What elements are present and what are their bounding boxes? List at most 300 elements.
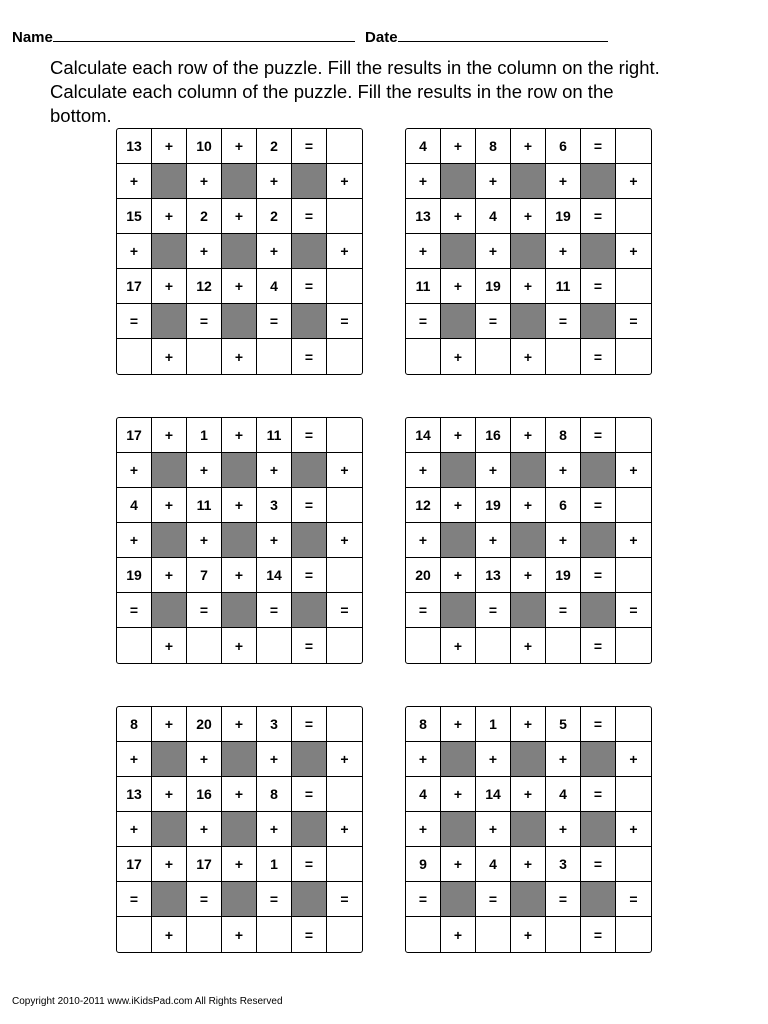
shaded-cell <box>152 523 187 558</box>
number-cell: 4 <box>546 777 581 812</box>
equals-sign: = <box>292 418 327 453</box>
column-answer-cell[interactable] <box>187 339 222 374</box>
number-cell: 2 <box>257 129 292 164</box>
column-answer-cell[interactable] <box>117 917 152 952</box>
plus-sign: + <box>117 164 152 199</box>
equals-sign: = <box>581 488 616 523</box>
shaded-cell <box>292 304 327 339</box>
plus-sign: + <box>406 812 441 847</box>
number-cell: 1 <box>257 847 292 882</box>
plus-sign: + <box>511 628 546 663</box>
plus-sign: + <box>152 269 187 304</box>
equals-sign: = <box>187 593 222 628</box>
shaded-cell <box>222 742 257 777</box>
column-answer-cell[interactable] <box>546 917 581 952</box>
number-cell: 17 <box>117 418 152 453</box>
equals-sign: = <box>292 269 327 304</box>
date-blank[interactable] <box>398 26 608 42</box>
number-cell: 19 <box>546 199 581 234</box>
plus-sign: + <box>511 129 546 164</box>
plus-sign: + <box>441 129 476 164</box>
number-cell: 16 <box>187 777 222 812</box>
plus-sign: + <box>327 234 362 269</box>
number-cell: 7 <box>187 558 222 593</box>
number-cell: 12 <box>187 269 222 304</box>
row-answer-cell[interactable] <box>327 418 362 453</box>
plus-sign: + <box>327 453 362 488</box>
plus-sign: + <box>406 742 441 777</box>
shaded-cell <box>292 742 327 777</box>
plus-sign: + <box>117 812 152 847</box>
row-answer-cell[interactable] <box>616 707 651 742</box>
column-answer-cell[interactable] <box>476 628 511 663</box>
number-cell: 13 <box>476 558 511 593</box>
equals-sign: = <box>581 777 616 812</box>
equals-sign: = <box>257 593 292 628</box>
equals-sign: = <box>187 304 222 339</box>
plus-sign: + <box>152 847 187 882</box>
shaded-cell <box>441 164 476 199</box>
column-answer-cell[interactable] <box>117 339 152 374</box>
number-cell: 19 <box>117 558 152 593</box>
equals-sign: = <box>581 558 616 593</box>
shaded-cell <box>441 304 476 339</box>
plus-sign: + <box>152 129 187 164</box>
shaded-cell <box>152 882 187 917</box>
shaded-cell <box>292 882 327 917</box>
plus-sign: + <box>511 777 546 812</box>
plus-sign: + <box>257 164 292 199</box>
shaded-cell <box>511 812 546 847</box>
equals-sign: = <box>117 593 152 628</box>
number-cell: 8 <box>257 777 292 812</box>
plus-sign: + <box>222 129 257 164</box>
plus-sign: + <box>616 164 651 199</box>
number-cell: 11 <box>546 269 581 304</box>
shaded-cell <box>292 234 327 269</box>
number-cell: 4 <box>476 199 511 234</box>
equals-sign: = <box>476 593 511 628</box>
number-cell: 6 <box>546 488 581 523</box>
equals-sign: = <box>546 593 581 628</box>
number-cell: 8 <box>117 707 152 742</box>
number-cell: 11 <box>406 269 441 304</box>
plus-sign: + <box>476 164 511 199</box>
number-cell: 20 <box>406 558 441 593</box>
puzzle-grid-4 <box>405 417 652 664</box>
plus-sign: + <box>441 488 476 523</box>
plus-sign: + <box>222 269 257 304</box>
plus-sign: + <box>441 269 476 304</box>
shaded-cell <box>441 812 476 847</box>
shaded-cell <box>222 523 257 558</box>
shaded-cell <box>152 304 187 339</box>
equals-sign: = <box>327 304 362 339</box>
shaded-cell <box>152 164 187 199</box>
plus-sign: + <box>117 523 152 558</box>
plus-sign: + <box>152 917 187 952</box>
shaded-cell <box>152 593 187 628</box>
plus-sign: + <box>441 558 476 593</box>
number-cell: 4 <box>476 847 511 882</box>
number-cell: 14 <box>406 418 441 453</box>
shaded-cell <box>581 164 616 199</box>
equals-sign: = <box>581 917 616 952</box>
shaded-cell <box>511 453 546 488</box>
shaded-cell <box>152 234 187 269</box>
row-answer-cell[interactable] <box>616 418 651 453</box>
number-cell: 17 <box>187 847 222 882</box>
equals-sign: = <box>187 882 222 917</box>
shaded-cell <box>511 593 546 628</box>
equals-sign: = <box>117 304 152 339</box>
plus-sign: + <box>222 777 257 812</box>
number-cell: 1 <box>476 707 511 742</box>
number-cell: 2 <box>187 199 222 234</box>
number-cell: 17 <box>117 269 152 304</box>
equals-sign: = <box>616 882 651 917</box>
column-answer-cell[interactable] <box>257 628 292 663</box>
plus-sign: + <box>222 917 257 952</box>
shaded-cell <box>511 742 546 777</box>
plus-sign: + <box>441 847 476 882</box>
plus-sign: + <box>511 847 546 882</box>
shaded-cell <box>581 453 616 488</box>
plus-sign: + <box>476 523 511 558</box>
row-answer-cell[interactable] <box>327 129 362 164</box>
plus-sign: + <box>441 418 476 453</box>
plus-sign: + <box>327 164 362 199</box>
shaded-cell <box>222 164 257 199</box>
plus-sign: + <box>406 453 441 488</box>
number-cell: 2 <box>257 199 292 234</box>
plus-sign: + <box>511 917 546 952</box>
column-answer-cell[interactable] <box>476 339 511 374</box>
shaded-cell <box>152 453 187 488</box>
shaded-cell <box>152 742 187 777</box>
plus-sign: + <box>152 418 187 453</box>
column-answer-cell[interactable] <box>406 339 441 374</box>
number-cell: 19 <box>476 269 511 304</box>
number-cell: 17 <box>117 847 152 882</box>
puzzle-grid-1 <box>116 128 363 375</box>
shaded-cell <box>292 164 327 199</box>
plus-sign: + <box>152 199 187 234</box>
number-cell: 3 <box>257 488 292 523</box>
plus-sign: + <box>222 707 257 742</box>
shaded-cell <box>581 882 616 917</box>
number-cell: 19 <box>476 488 511 523</box>
number-cell: 13 <box>117 129 152 164</box>
plus-sign: + <box>222 339 257 374</box>
instructions-text: Calculate each row of the puzzle. Fill the results in the column on the right. Calculate each column of the puzzle. Fill the results in the row on the bottom. <box>50 57 660 126</box>
equals-sign: = <box>616 593 651 628</box>
equals-sign: = <box>476 304 511 339</box>
plus-sign: + <box>616 453 651 488</box>
equals-sign: = <box>546 882 581 917</box>
plus-sign: + <box>117 234 152 269</box>
row-answer-cell[interactable] <box>327 199 362 234</box>
equals-sign: = <box>292 628 327 663</box>
plus-sign: + <box>152 628 187 663</box>
plus-sign: + <box>152 707 187 742</box>
plus-sign: + <box>511 339 546 374</box>
plus-sign: + <box>257 742 292 777</box>
row-answer-cell[interactable] <box>616 269 651 304</box>
column-answer-cell[interactable] <box>187 917 222 952</box>
column-answer-cell[interactable] <box>327 917 362 952</box>
plus-sign: + <box>257 812 292 847</box>
number-cell: 10 <box>187 129 222 164</box>
puzzle-grid-5 <box>116 706 363 953</box>
equals-sign: = <box>292 917 327 952</box>
equals-sign: = <box>257 304 292 339</box>
number-cell: 4 <box>257 269 292 304</box>
plus-sign: + <box>222 488 257 523</box>
equals-sign: = <box>406 304 441 339</box>
plus-sign: + <box>441 339 476 374</box>
plus-sign: + <box>152 558 187 593</box>
equals-sign: = <box>327 882 362 917</box>
shaded-cell <box>511 234 546 269</box>
date-label: Date <box>365 29 398 46</box>
number-cell: 9 <box>406 847 441 882</box>
shaded-cell <box>581 593 616 628</box>
number-cell: 14 <box>257 558 292 593</box>
equals-sign: = <box>292 199 327 234</box>
number-cell: 13 <box>406 199 441 234</box>
shaded-cell <box>441 453 476 488</box>
plus-sign: + <box>257 523 292 558</box>
number-cell: 4 <box>406 129 441 164</box>
plus-sign: + <box>511 558 546 593</box>
equals-sign: = <box>581 707 616 742</box>
plus-sign: + <box>187 523 222 558</box>
puzzle-grid-2 <box>405 128 652 375</box>
plus-sign: + <box>222 847 257 882</box>
shaded-cell <box>292 523 327 558</box>
plus-sign: + <box>327 742 362 777</box>
name-date-line <box>12 26 614 46</box>
shaded-cell <box>292 593 327 628</box>
plus-sign: + <box>152 339 187 374</box>
number-cell: 16 <box>476 418 511 453</box>
column-answer-cell[interactable] <box>476 917 511 952</box>
plus-sign: + <box>546 742 581 777</box>
row-answer-cell[interactable] <box>327 488 362 523</box>
plus-sign: + <box>222 418 257 453</box>
plus-sign: + <box>441 707 476 742</box>
equals-sign: = <box>292 129 327 164</box>
plus-sign: + <box>152 488 187 523</box>
row-answer-cell[interactable] <box>327 707 362 742</box>
plus-sign: + <box>511 488 546 523</box>
equals-sign: = <box>581 199 616 234</box>
plus-sign: + <box>546 234 581 269</box>
plus-sign: + <box>476 742 511 777</box>
column-answer-cell[interactable] <box>327 628 362 663</box>
equals-sign: = <box>546 304 581 339</box>
equals-sign: = <box>292 488 327 523</box>
equals-sign: = <box>581 269 616 304</box>
row-answer-cell[interactable] <box>327 269 362 304</box>
number-cell: 4 <box>406 777 441 812</box>
plus-sign: + <box>406 523 441 558</box>
plus-sign: + <box>441 917 476 952</box>
column-answer-cell[interactable] <box>117 628 152 663</box>
plus-sign: + <box>187 234 222 269</box>
equals-sign: = <box>581 339 616 374</box>
row-answer-cell[interactable] <box>616 129 651 164</box>
number-cell: 8 <box>406 707 441 742</box>
puzzle-grid-6 <box>405 706 652 953</box>
shaded-cell <box>581 234 616 269</box>
number-cell: 3 <box>257 707 292 742</box>
row-answer-cell[interactable] <box>616 847 651 882</box>
name-blank[interactable] <box>53 26 355 42</box>
equals-sign: = <box>292 777 327 812</box>
plus-sign: + <box>441 777 476 812</box>
equals-sign: = <box>406 593 441 628</box>
plus-sign: + <box>327 812 362 847</box>
column-answer-cell[interactable] <box>616 628 651 663</box>
row-answer-cell[interactable] <box>616 199 651 234</box>
plus-sign: + <box>117 453 152 488</box>
name-label: Name <box>12 29 53 46</box>
plus-sign: + <box>117 742 152 777</box>
number-cell: 11 <box>187 488 222 523</box>
shaded-cell <box>222 304 257 339</box>
copyright-footer: Copyright 2010-2011 www.iKidsPad.com All Rights Reserved <box>12 996 283 1007</box>
shaded-cell <box>441 523 476 558</box>
shaded-cell <box>222 234 257 269</box>
column-answer-cell[interactable] <box>546 628 581 663</box>
plus-sign: + <box>546 164 581 199</box>
equals-sign: = <box>117 882 152 917</box>
number-cell: 3 <box>546 847 581 882</box>
plus-sign: + <box>616 742 651 777</box>
plus-sign: + <box>222 558 257 593</box>
shaded-cell <box>581 523 616 558</box>
plus-sign: + <box>511 199 546 234</box>
plus-sign: + <box>406 234 441 269</box>
plus-sign: + <box>511 269 546 304</box>
equals-sign: = <box>581 129 616 164</box>
plus-sign: + <box>406 164 441 199</box>
plus-sign: + <box>152 777 187 812</box>
number-cell: 8 <box>546 418 581 453</box>
number-cell: 11 <box>257 418 292 453</box>
plus-sign: + <box>476 234 511 269</box>
column-answer-cell[interactable] <box>187 628 222 663</box>
plus-sign: + <box>187 164 222 199</box>
plus-sign: + <box>511 418 546 453</box>
shaded-cell <box>222 593 257 628</box>
shaded-cell <box>581 812 616 847</box>
plus-sign: + <box>222 199 257 234</box>
column-answer-cell[interactable] <box>327 339 362 374</box>
plus-sign: + <box>616 523 651 558</box>
plus-sign: + <box>327 523 362 558</box>
shaded-cell <box>511 304 546 339</box>
shaded-cell <box>152 812 187 847</box>
equals-sign: = <box>292 558 327 593</box>
number-cell: 6 <box>546 129 581 164</box>
column-answer-cell[interactable] <box>406 917 441 952</box>
shaded-cell <box>581 304 616 339</box>
number-cell: 19 <box>546 558 581 593</box>
equals-sign: = <box>406 882 441 917</box>
shaded-cell <box>441 234 476 269</box>
plus-sign: + <box>222 628 257 663</box>
shaded-cell <box>292 812 327 847</box>
puzzle-grid-3 <box>116 417 363 664</box>
shaded-cell <box>222 453 257 488</box>
plus-sign: + <box>546 453 581 488</box>
equals-sign: = <box>581 418 616 453</box>
column-answer-cell[interactable] <box>546 339 581 374</box>
shaded-cell <box>441 742 476 777</box>
plus-sign: + <box>511 707 546 742</box>
plus-sign: + <box>616 234 651 269</box>
row-answer-cell[interactable] <box>327 847 362 882</box>
number-cell: 13 <box>117 777 152 812</box>
column-answer-cell[interactable] <box>616 339 651 374</box>
equals-sign: = <box>327 593 362 628</box>
shaded-cell <box>441 882 476 917</box>
number-cell: 4 <box>117 488 152 523</box>
number-cell: 14 <box>476 777 511 812</box>
plus-sign: + <box>257 234 292 269</box>
column-answer-cell[interactable] <box>257 339 292 374</box>
equals-sign: = <box>581 628 616 663</box>
row-answer-cell[interactable] <box>616 777 651 812</box>
row-answer-cell[interactable] <box>616 488 651 523</box>
number-cell: 15 <box>117 199 152 234</box>
shaded-cell <box>511 523 546 558</box>
plus-sign: + <box>187 812 222 847</box>
equals-sign: = <box>476 882 511 917</box>
shaded-cell <box>222 882 257 917</box>
equals-sign: = <box>292 707 327 742</box>
column-answer-cell[interactable] <box>616 917 651 952</box>
row-answer-cell[interactable] <box>327 558 362 593</box>
plus-sign: + <box>546 523 581 558</box>
equals-sign: = <box>292 847 327 882</box>
column-answer-cell[interactable] <box>406 628 441 663</box>
shaded-cell <box>222 812 257 847</box>
number-cell: 8 <box>476 129 511 164</box>
shaded-cell <box>511 164 546 199</box>
plus-sign: + <box>616 812 651 847</box>
shaded-cell <box>292 453 327 488</box>
plus-sign: + <box>187 453 222 488</box>
equals-sign: = <box>616 304 651 339</box>
shaded-cell <box>441 593 476 628</box>
plus-sign: + <box>441 628 476 663</box>
number-cell: 5 <box>546 707 581 742</box>
row-answer-cell[interactable] <box>616 558 651 593</box>
equals-sign: = <box>292 339 327 374</box>
plus-sign: + <box>476 453 511 488</box>
row-answer-cell[interactable] <box>327 777 362 812</box>
column-answer-cell[interactable] <box>257 917 292 952</box>
equals-sign: = <box>581 847 616 882</box>
number-cell: 20 <box>187 707 222 742</box>
plus-sign: + <box>546 812 581 847</box>
plus-sign: + <box>187 742 222 777</box>
equals-sign: = <box>257 882 292 917</box>
